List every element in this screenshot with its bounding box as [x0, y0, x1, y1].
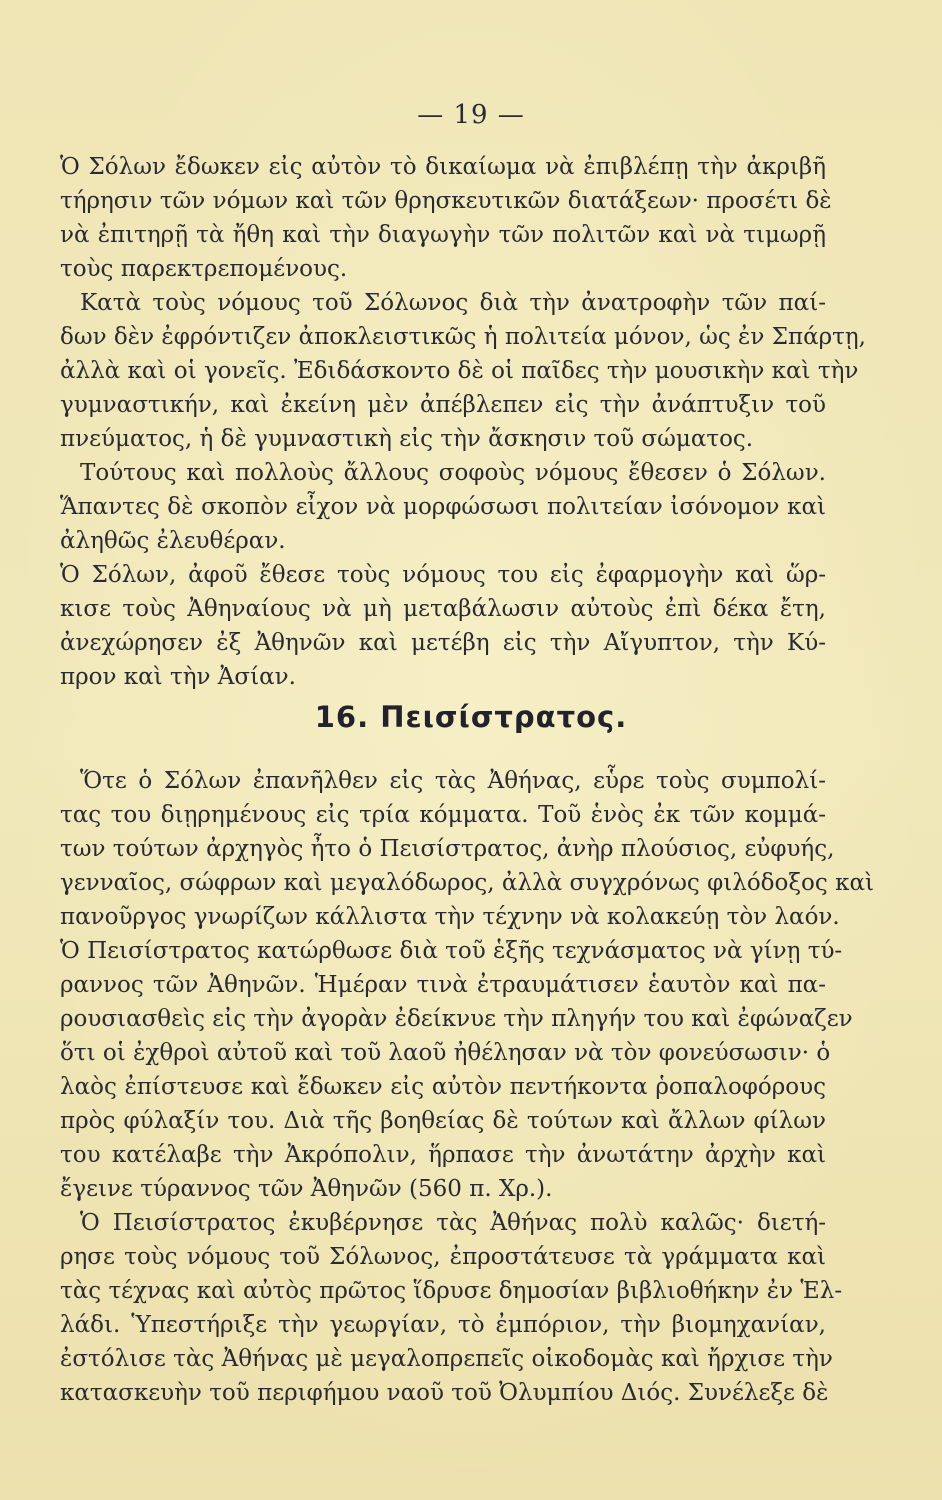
- text-line: τας του διῃρημένους εἰς τρία κόμματα. Τοῦ ἑνὸς ἐκ τῶν κομμά-: [60, 802, 826, 828]
- text-line: Ὁ Πεισίστρατος ἐκυβέρνησε τὰς Ἀθήνας πολὺ καλῶς· διετή-: [80, 1210, 826, 1236]
- text-line: προν καὶ τὴν Ἀσίαν.: [60, 664, 296, 690]
- text-line: των τούτων ἀρχηγὸς ἦτο ὁ Πεισίστρατος, ἀνὴρ πλούσιος, εὐφυής,: [60, 836, 835, 862]
- text-line: τήρησιν τῶν νόμων καὶ τῶν θρησκευτικῶν διατάξεων· προσέτι δὲ: [60, 188, 832, 214]
- text-line: δων δὲν ἐφρόντιζεν ἀποκλειστικῶς ἡ πολιτεία μόνον, ὡς ἐν Σπάρτῃ,: [60, 324, 866, 350]
- text-line: ἐστόλισε τὰς Ἀθήνας μὲ μεγαλοπρεπεῖς οἰκοδομὰς καὶ ἤρχισε τὴν: [60, 1346, 833, 1372]
- text-line: του κατέλαβε τὴν Ἀκρόπολιν, ἥρπασε τὴν ἀνωτάτην ἀρχὴν καὶ: [60, 1142, 826, 1168]
- text-line: γενναῖος, σώφρων καὶ μεγαλόδωρος, ἀλλὰ συγχρόνως φιλόδοξος καὶ: [60, 870, 874, 896]
- page-number: — 19 —: [417, 100, 525, 130]
- text-line: ὅτι οἱ ἐχθροὶ αὐτοῦ καὶ τοῦ λαοῦ ἠθέλησαν νὰ τὸν φονεύσωσιν· ὁ: [60, 1040, 831, 1066]
- text-line: πνεύματος, ἡ δὲ γυμναστικὴ εἰς τὴν ἄσκησιν τοῦ σώματος.: [60, 426, 754, 452]
- text-line: τὰς τέχνας καὶ αὐτὸς πρῶτος ἵδρυσε δημοσίαν βιβλιοθήκην ἐν Ἑλ-: [60, 1278, 843, 1304]
- text-line: ἔγεινε τύραννος τῶν Ἀθηνῶν (560 π. Χρ.).: [60, 1176, 553, 1202]
- text-line: ἀνεχώρησεν ἐξ Ἀθηνῶν καὶ μετέβη εἰς τὴν Αἴγυπτον, τὴν Κύ-: [60, 630, 826, 656]
- text-block-peisistratos: [60, 764, 874, 1410]
- text-line: κισε τοὺς Ἀθηναίους νὰ μὴ μεταβάλωσιν αὐτοὺς ἐπὶ δέκα ἔτη,: [60, 596, 826, 622]
- text-block-solon: [60, 150, 866, 694]
- text-line: κατασκευὴν τοῦ περιφήμου ναοῦ τοῦ Ὀλυμπίου Διός. Συνέλεξε δὲ: [60, 1380, 829, 1406]
- text-line: Ὁ Πεισίστρατος κατώρθωσε διὰ τοῦ ἑξῆς τεχνάσματος νὰ γίνῃ τύ-: [60, 938, 843, 964]
- text-line: γυμναστικήν, καὶ ἐκείνη μὲν ἀπέβλεπεν εἰς τὴν ἀνάπτυξιν τοῦ: [60, 392, 826, 418]
- text-line: ρουσιασθεὶς εἰς τὴν ἀγορὰν ἐδείκνυε τὴν πληγήν του καὶ ἐφώναζεν: [60, 1006, 853, 1032]
- text-line: τοὺς παρεκτρεπομένους.: [60, 256, 348, 282]
- text-line: ἀλλὰ καὶ οἱ γονεῖς. Ἐδιδάσκοντο δὲ οἱ παῖδες τὴν μουσικὴν καὶ τὴν: [60, 358, 859, 384]
- text-line: ἀληθῶς ἐλευθέραν.: [60, 528, 286, 554]
- text-line: Ὁ Σόλων ἔδωκεν εἰς αὐτὸν τὸ δικαίωμα νὰ ἐπιβλέπῃ τὴν ἀκριβῆ: [60, 154, 826, 180]
- text-line: Ὁ Σόλων, ἀφοῦ ἔθεσε τοὺς νόμους του εἰς ἐφαρμογὴν καὶ ὥρ-: [60, 562, 826, 588]
- text-line: ρησε τοὺς νόμους τοῦ Σόλωνος, ἐπροστάτευσε τὰ γράμματα καὶ: [60, 1244, 826, 1270]
- text-line: λαὸς ἐπίστευσε καὶ ἔδωκεν εἰς αὐτὸν πεντήκοντα ῥοπαλοφόρους: [60, 1074, 826, 1100]
- text-line: λάδι. Ὑπεστήριξε τὴν γεωργίαν, τὸ ἐμπόριον, τὴν βιομηχανίαν,: [60, 1312, 826, 1338]
- text-line: ραννος τῶν Ἀθηνῶν. Ἡμέραν τινὰ ἐτραυμάτισεν ἑαυτὸν καὶ πα-: [60, 972, 826, 998]
- text-line: Τούτους καὶ πολλοὺς ἄλλους σοφοὺς νόμους ἔθεσεν ὁ Σόλων.: [80, 460, 826, 486]
- text-line: νὰ ἐπιτηρῇ τὰ ἤθη καὶ τὴν διαγωγὴν τῶν πολιτῶν καὶ νὰ τιμωρῇ: [60, 222, 826, 248]
- text-line: Ὅτε ὁ Σόλων ἐπανῆλθεν εἰς τὰς Ἀθήνας, εὗρε τοὺς συμπολί-: [80, 768, 826, 794]
- text-line: πρὸς φύλαξίν του. Διὰ τῆς βοηθείας δὲ τούτων καὶ ἄλλων φίλων: [60, 1108, 826, 1134]
- section-heading: 16. Πεισίστρατος.: [314, 700, 628, 734]
- text-line: Ἅπαντες δὲ σκοπὸν εἶχον νὰ μορφώσωσι πολιτείαν ἰσόνομον καὶ: [60, 494, 826, 520]
- text-line: Κατὰ τοὺς νόμους τοῦ Σόλωνος διὰ τὴν ἀνατροφὴν τῶν παί-: [80, 290, 826, 316]
- text-line: πανοῦργος γνωρίζων κάλλιστα τὴν τέχνην νὰ κολακεύῃ τὸν λαόν.: [60, 904, 840, 930]
